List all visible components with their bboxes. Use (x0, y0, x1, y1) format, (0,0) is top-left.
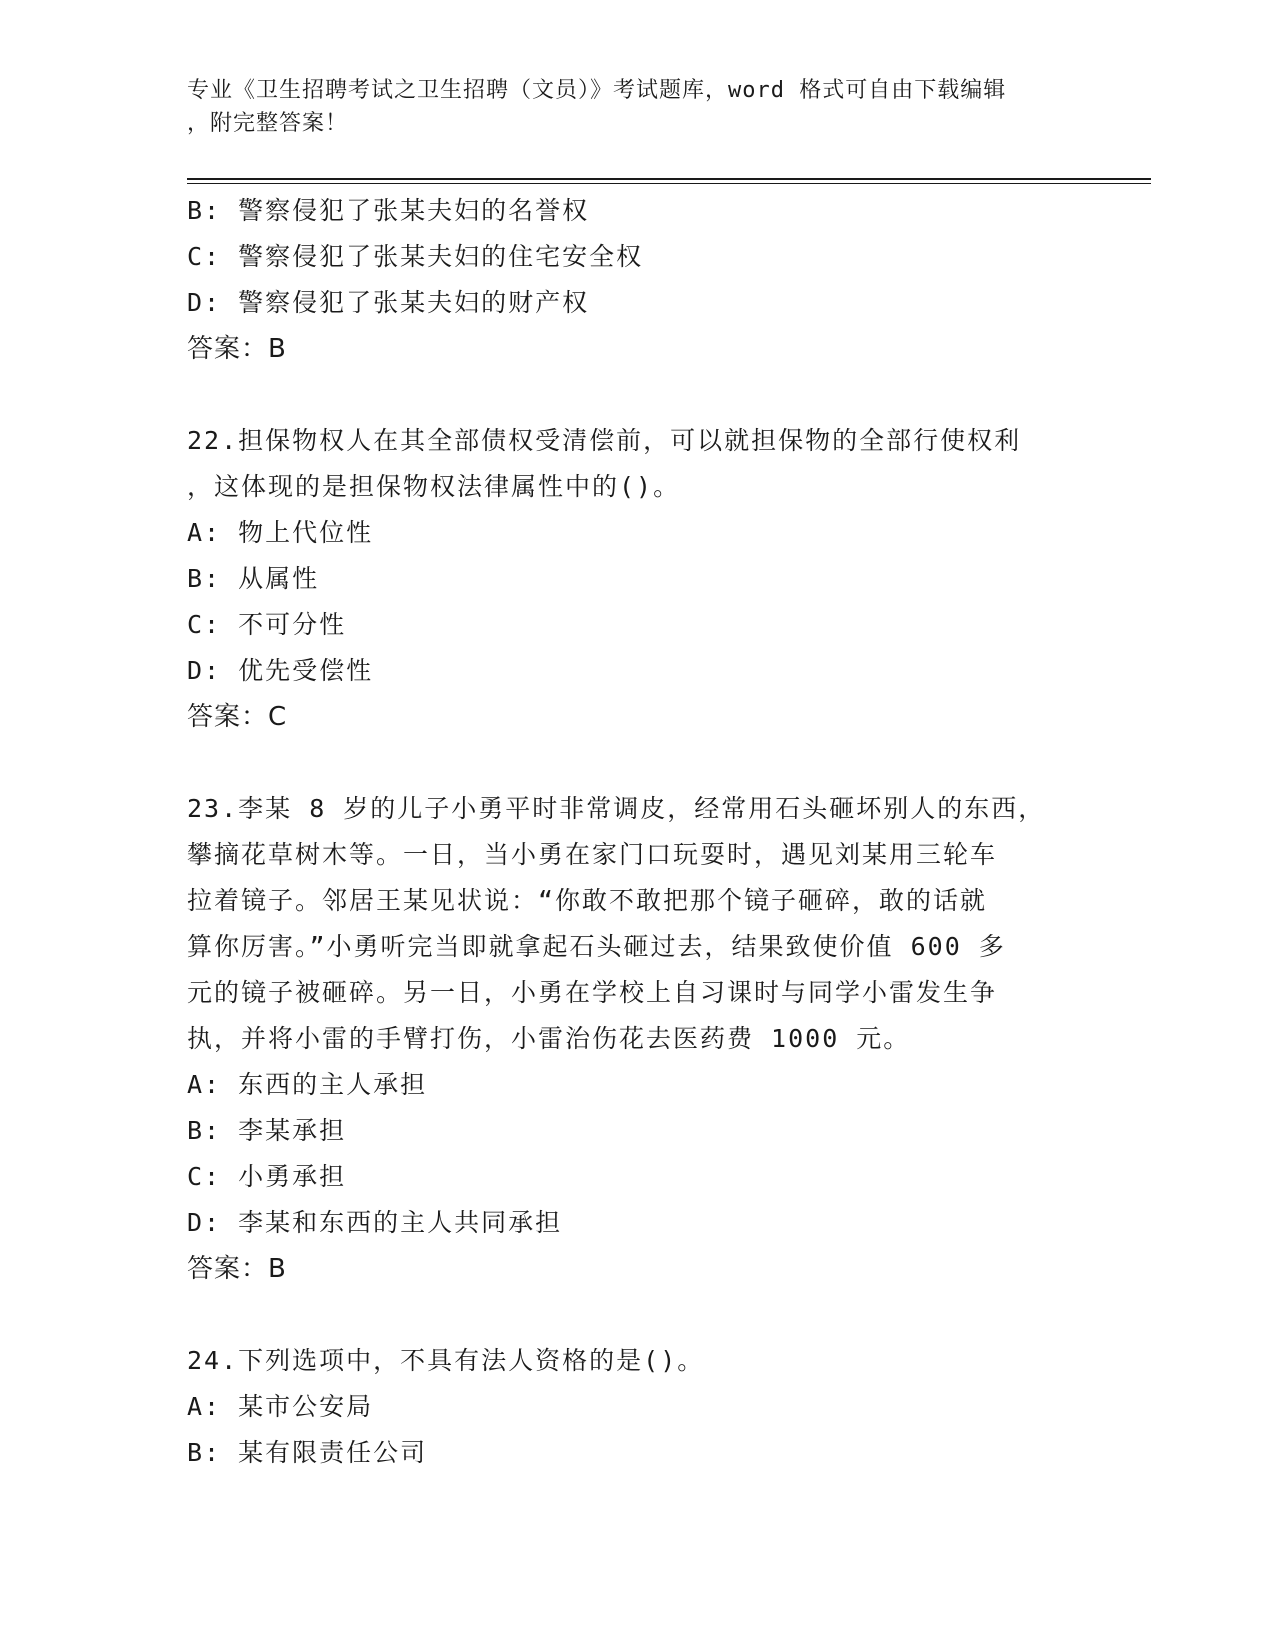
question-text-line: 22.担保物权人在其全部债权受清偿前，可以就担保物的全部行使权利 (187, 426, 1022, 455)
option-a: A: 某市公安局 (187, 1392, 374, 1421)
spacer (187, 372, 1087, 418)
option-c: C: 不可分性 (187, 610, 347, 639)
document-header (187, 74, 1067, 140)
question-block-prev (187, 188, 1087, 372)
answer-line: 答案：B (187, 334, 287, 364)
option-b: B: 从属性 (187, 564, 320, 593)
option-c: C: 小勇承担 (187, 1162, 347, 1191)
answer-line: 答案：C (187, 702, 288, 732)
option-b: B: 某有限责任公司 (187, 1438, 428, 1467)
question-text-line: ，这体现的是担保物权法律属性中的()。 (187, 472, 681, 501)
header-rule-thin (187, 183, 1151, 184)
option-d: D: 李某和东西的主人共同承担 (187, 1208, 563, 1237)
option-b: B: 李某承担 (187, 1116, 347, 1145)
option-c: C: 警察侵犯了张某夫妇的住宅安全权 (187, 242, 644, 271)
question-block-24 (187, 1338, 1087, 1476)
option-d: D: 警察侵犯了张某夫妇的财产权 (187, 288, 590, 317)
question-text-line: 攀摘花草树木等。一日，当小勇在家门口玩耍时，遇见刘某用三轮车 (187, 840, 998, 869)
document-body (187, 188, 1087, 1476)
spacer (187, 1292, 1087, 1338)
question-text-line: 23.李某 8 岁的儿子小勇平时非常调皮，经常用石头砸坏别人的东西， (187, 794, 1046, 823)
header-line-1: 专业《卫生招聘考试之卫生招聘（文员）》考试题库，word 格式可自由下载编辑 (187, 78, 1007, 103)
question-block-22 (187, 418, 1087, 740)
option-a: A: 东西的主人承担 (187, 1070, 428, 1099)
question-text-line: 算你厉害。”小勇听完当即就拿起石头砸过去，结果致使价值 600 多 (187, 932, 1006, 961)
option-b: B: 警察侵犯了张某夫妇的名誉权 (187, 196, 590, 225)
spacer (187, 740, 1087, 786)
question-text-line: 执，并将小雷的手臂打伤，小雷治伤花去医药费 1000 元。 (187, 1024, 911, 1053)
question-text-line: 拉着镜子。邻居王某见状说：“你敢不敢把那个镜子砸碎，敢的话就 (187, 886, 988, 915)
option-a: A: 物上代位性 (187, 518, 374, 547)
question-block-23 (187, 786, 1087, 1292)
header-rule-thick (187, 178, 1151, 180)
answer-line: 答案：B (187, 1254, 287, 1284)
option-d: D: 优先受偿性 (187, 656, 374, 685)
header-line-2: ，附完整答案！ (187, 111, 349, 136)
question-text-line: 24.下列选项中，不具有法人资格的是()。 (187, 1346, 705, 1375)
question-text-line: 元的镜子被砸碎。另一日，小勇在学校上自习课时与同学小雷发生争 (187, 978, 998, 1007)
